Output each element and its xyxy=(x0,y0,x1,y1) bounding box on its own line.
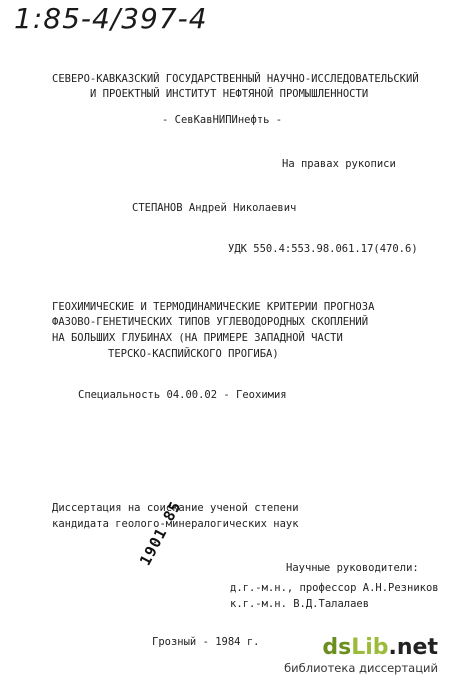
title-line-1: ГЕОХИМИЧЕСКИЕ И ТЕРМОДИНАМИЧЕСКИЕ КРИТЕРИИ ПРОГНОЗА xyxy=(52,301,375,313)
dissertation-line-2: кандидата геолого-минералогических наук xyxy=(52,518,299,530)
institute-line-1: СЕВЕРО-КАВКАЗСКИЙ ГОСУДАРСТВЕННЫЙ НАУЧНО-ИССЛЕДОВАТЕЛЬСКИЙ xyxy=(52,73,419,85)
watermark-logo: dsLib.net xyxy=(322,635,438,660)
handwritten-catalog-code: 1:85-4/397-4 xyxy=(14,2,208,35)
title-line-3: НА БОЛЬШИХ ГЛУБИНАХ (НА ПРИМЕРЕ ЗАПАДНОЙ ЧАСТИ xyxy=(52,332,343,344)
udc-code: УДК 550.4:553.98.061.17(470.6) xyxy=(228,243,418,255)
dslib-watermark xyxy=(284,636,438,675)
institute-short-name: - СевКавНИПИнефть - xyxy=(162,114,283,126)
title-line-2: ФАЗОВО-ГЕНЕТИЧЕСКИХ ТИПОВ УГЛЕВОДОРОДНЫХ СКОПЛЕНИЙ xyxy=(52,316,369,328)
title-line-4: ТЕРСКО-КАСПИЙСКОГО ПРОГИБА) xyxy=(108,348,279,360)
date-stamp: 1901 85 xyxy=(136,498,185,569)
supervisor-2: к.г.-м.н. В.Д.Талалаев xyxy=(230,598,370,610)
institute-line-2: И ПРОЕКТНЫЙ ИНСТИТУТ НЕФТЯНОЙ ПРОМЫШЛЕННОСТИ xyxy=(90,88,369,100)
author-name: СТЕПАНОВ Андрей Николаевич xyxy=(132,202,297,214)
specialty: Специальность 04.00.02 - Геохимия xyxy=(78,389,287,401)
watermark-subtitle: библиотека диссертаций xyxy=(284,661,438,675)
dissertation-line-1: Диссертация на соискание ученой степени xyxy=(52,502,299,514)
manuscript-note: На правах рукописи xyxy=(282,158,396,170)
supervisors-heading: Научные руководители: xyxy=(286,562,419,574)
place-year: Грозный - 1984 г. xyxy=(152,636,260,648)
supervisor-1: д.г.-м.н., профессор А.Н.Резников xyxy=(230,582,439,594)
